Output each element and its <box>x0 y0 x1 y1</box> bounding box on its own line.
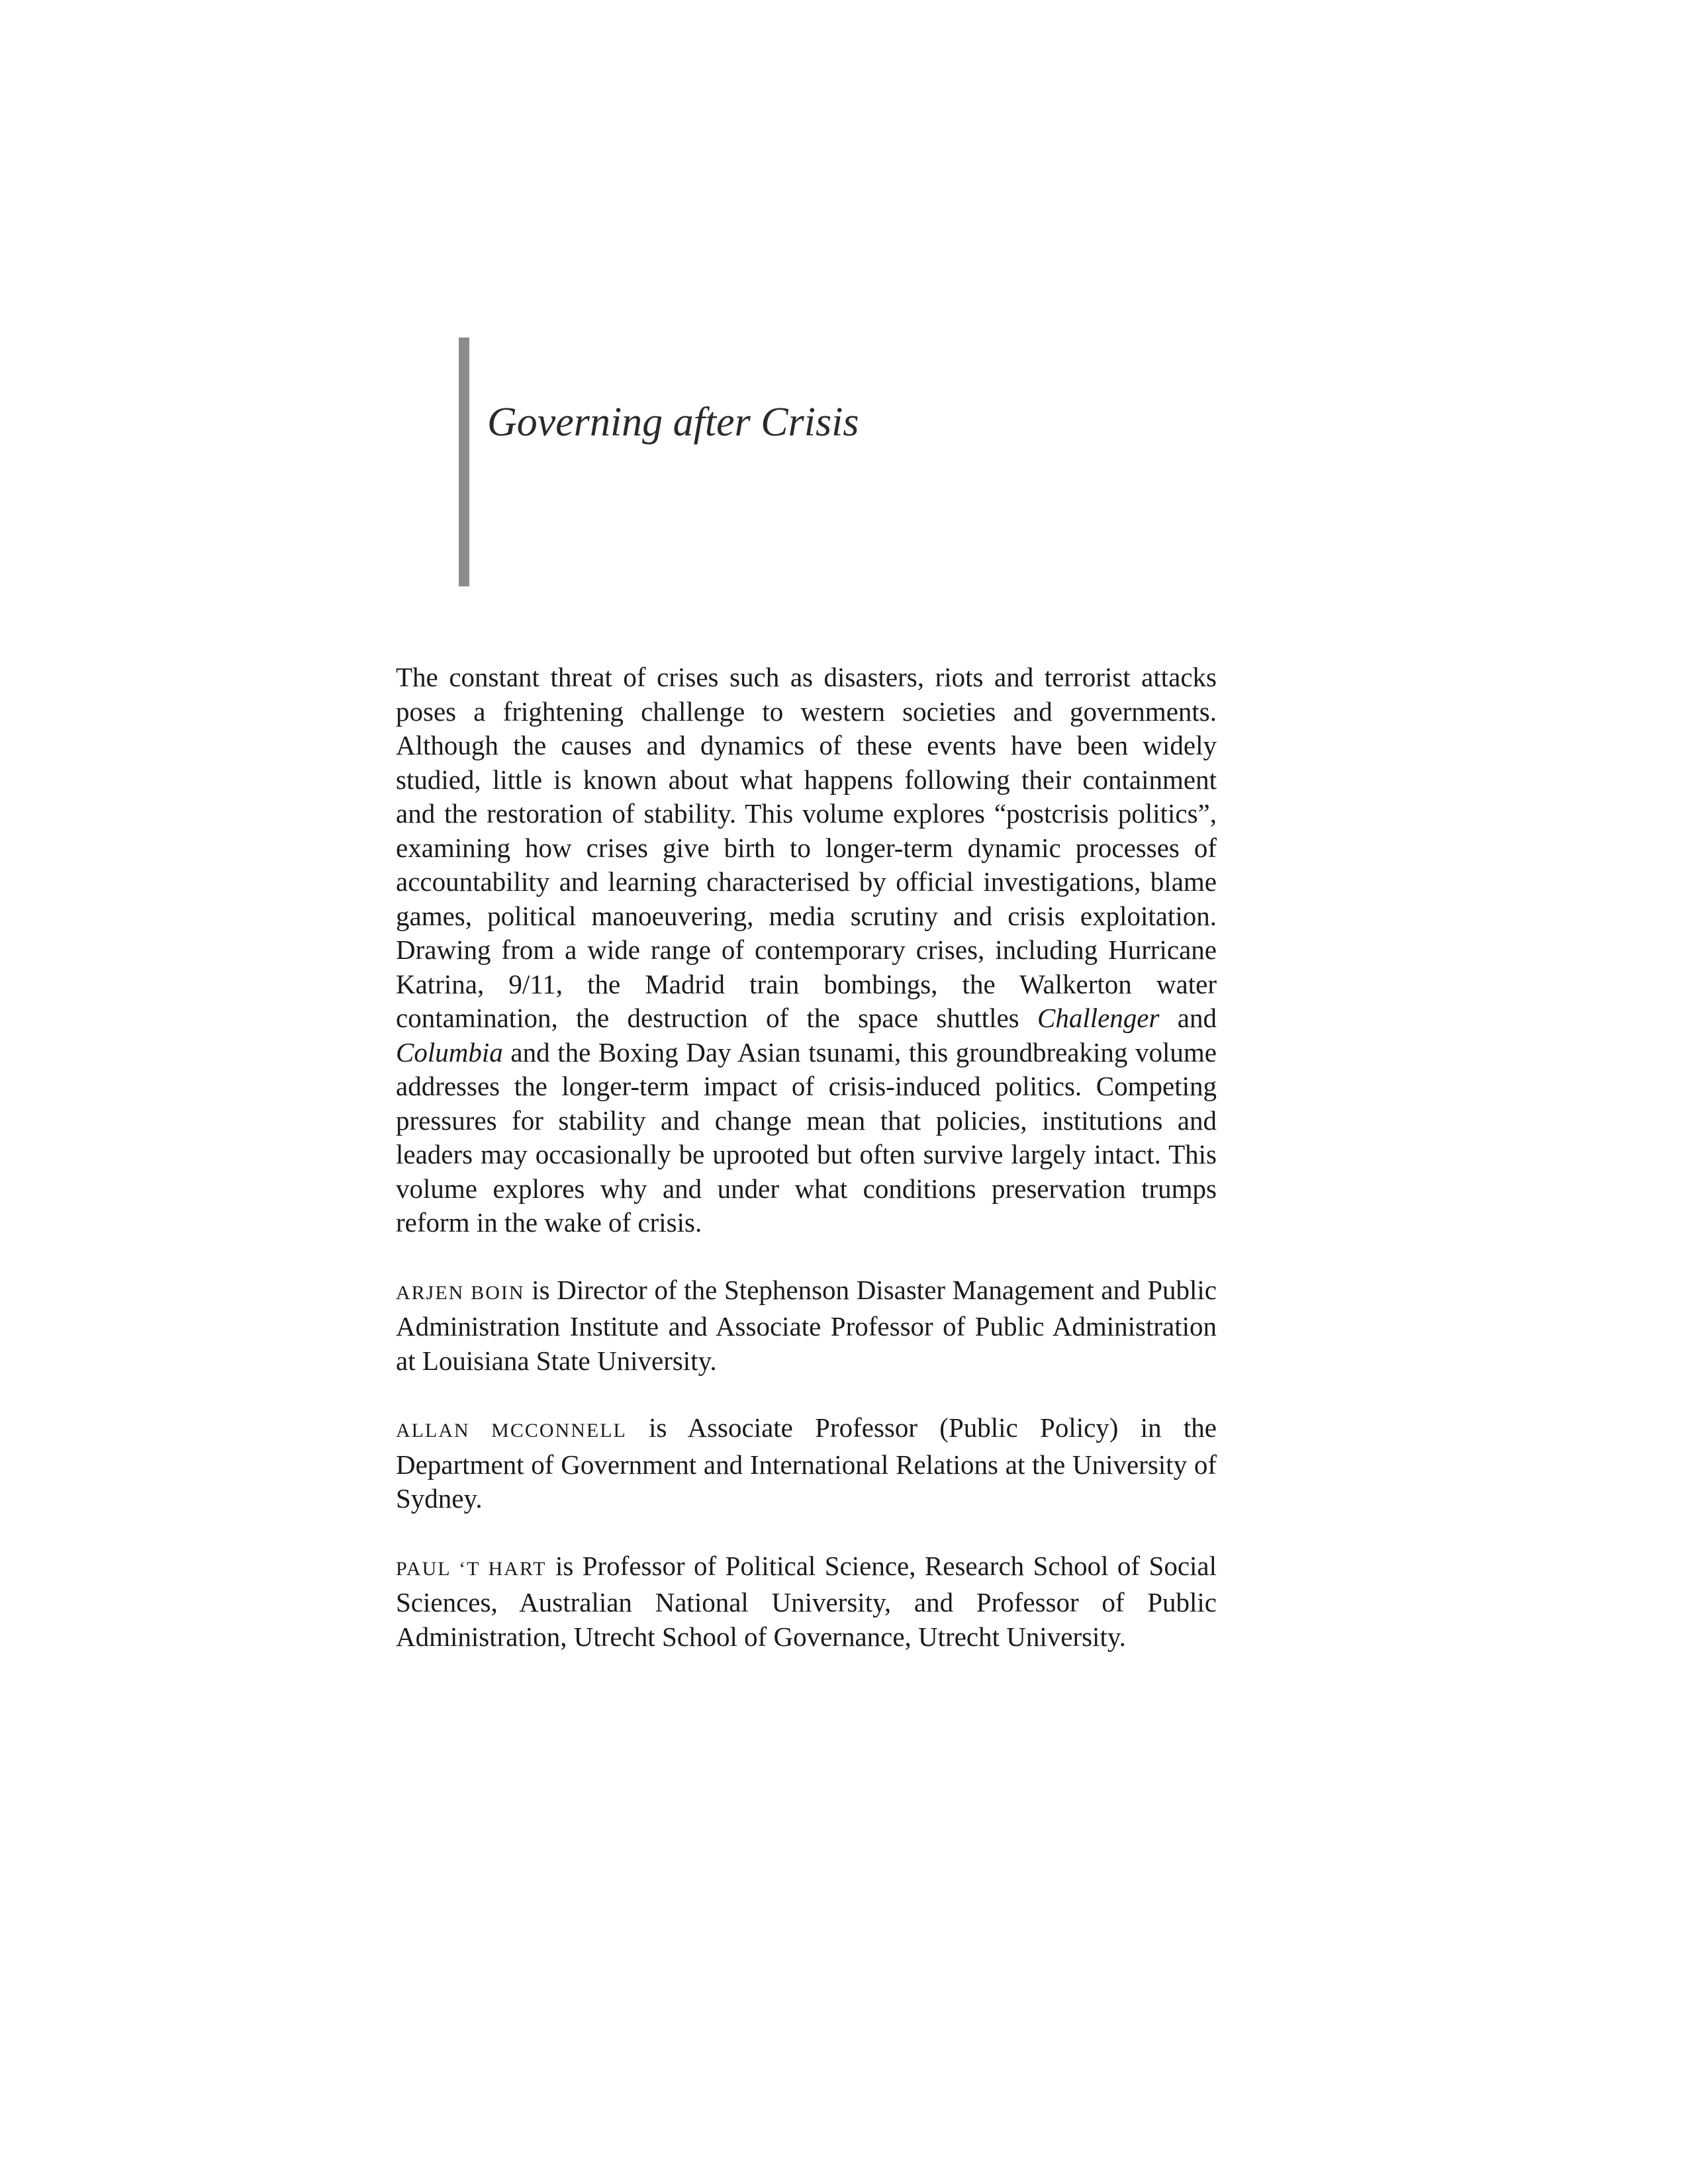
author-name: PAUL ‘T HART <box>396 1557 547 1580</box>
author-bio-text: is Associate Professor (Public Policy) in the Department of Government and International Relations at the University of Sydney. <box>396 1412 1217 1514</box>
author-name: ALLAN MCCONNELL <box>396 1420 627 1441</box>
author-bio-hart <box>396 1549 1217 1655</box>
author-bio-text: is Director of the Stephenson Disaster Management and Public Administration Institute and Associate Professor of Public Administration at Louisiana State University. <box>396 1274 1217 1376</box>
description-text-2: and <box>1159 1003 1217 1033</box>
title-accent-bar <box>459 338 469 586</box>
description-text-1: The constant threat of crises such as disasters, riots and terrorist attacks poses a frightening challenge to western societies and governments. Although the causes and dynamics of these events have been widely studied, little is known about what happens following their containment and the restoration of stability. This volume explores “postcrisis politics”, examining how crises give birth to longer-term dynamic processes of accountability and learning characterised by official investigations, blame games, political manoeuvering, media scrutiny and crisis exploitation. Drawing from a wide range of contemporary crises, including Hurricane Katrina, 9/11, the Madrid train bombings, the Walkerton water contamination, the destruction of the space shuttles <box>396 662 1217 1033</box>
description-paragraph <box>396 660 1217 1240</box>
author-bio-text: is Professor of Political Science, Research School of Social Sciences, Australian National University, and Professor of Public Administration, Utrecht School of Governance, Utrecht University. <box>396 1550 1217 1652</box>
description-italic-columbia: Columbia <box>396 1036 503 1068</box>
author-name: ARJEN BOIN <box>396 1281 525 1304</box>
description-text-3: and the Boxing Day Asian tsunami, this groundbreaking volume addresses the longer-term impact of crisis-induced politics. Competing pressures for stability and change mean that policies, institutions and leaders may occasionally be uprooted but often survive largely intact. This volume explores why and under what conditions preservation trumps reform in the wake of crisis. <box>396 1036 1217 1238</box>
book-blurb <box>396 660 1217 1687</box>
description-italic-challenger: Challenger <box>1037 1003 1160 1033</box>
author-bio-boin <box>396 1273 1217 1379</box>
book-title: Governing after Crisis <box>487 400 859 445</box>
author-bio-mcconnell <box>396 1411 1217 1516</box>
